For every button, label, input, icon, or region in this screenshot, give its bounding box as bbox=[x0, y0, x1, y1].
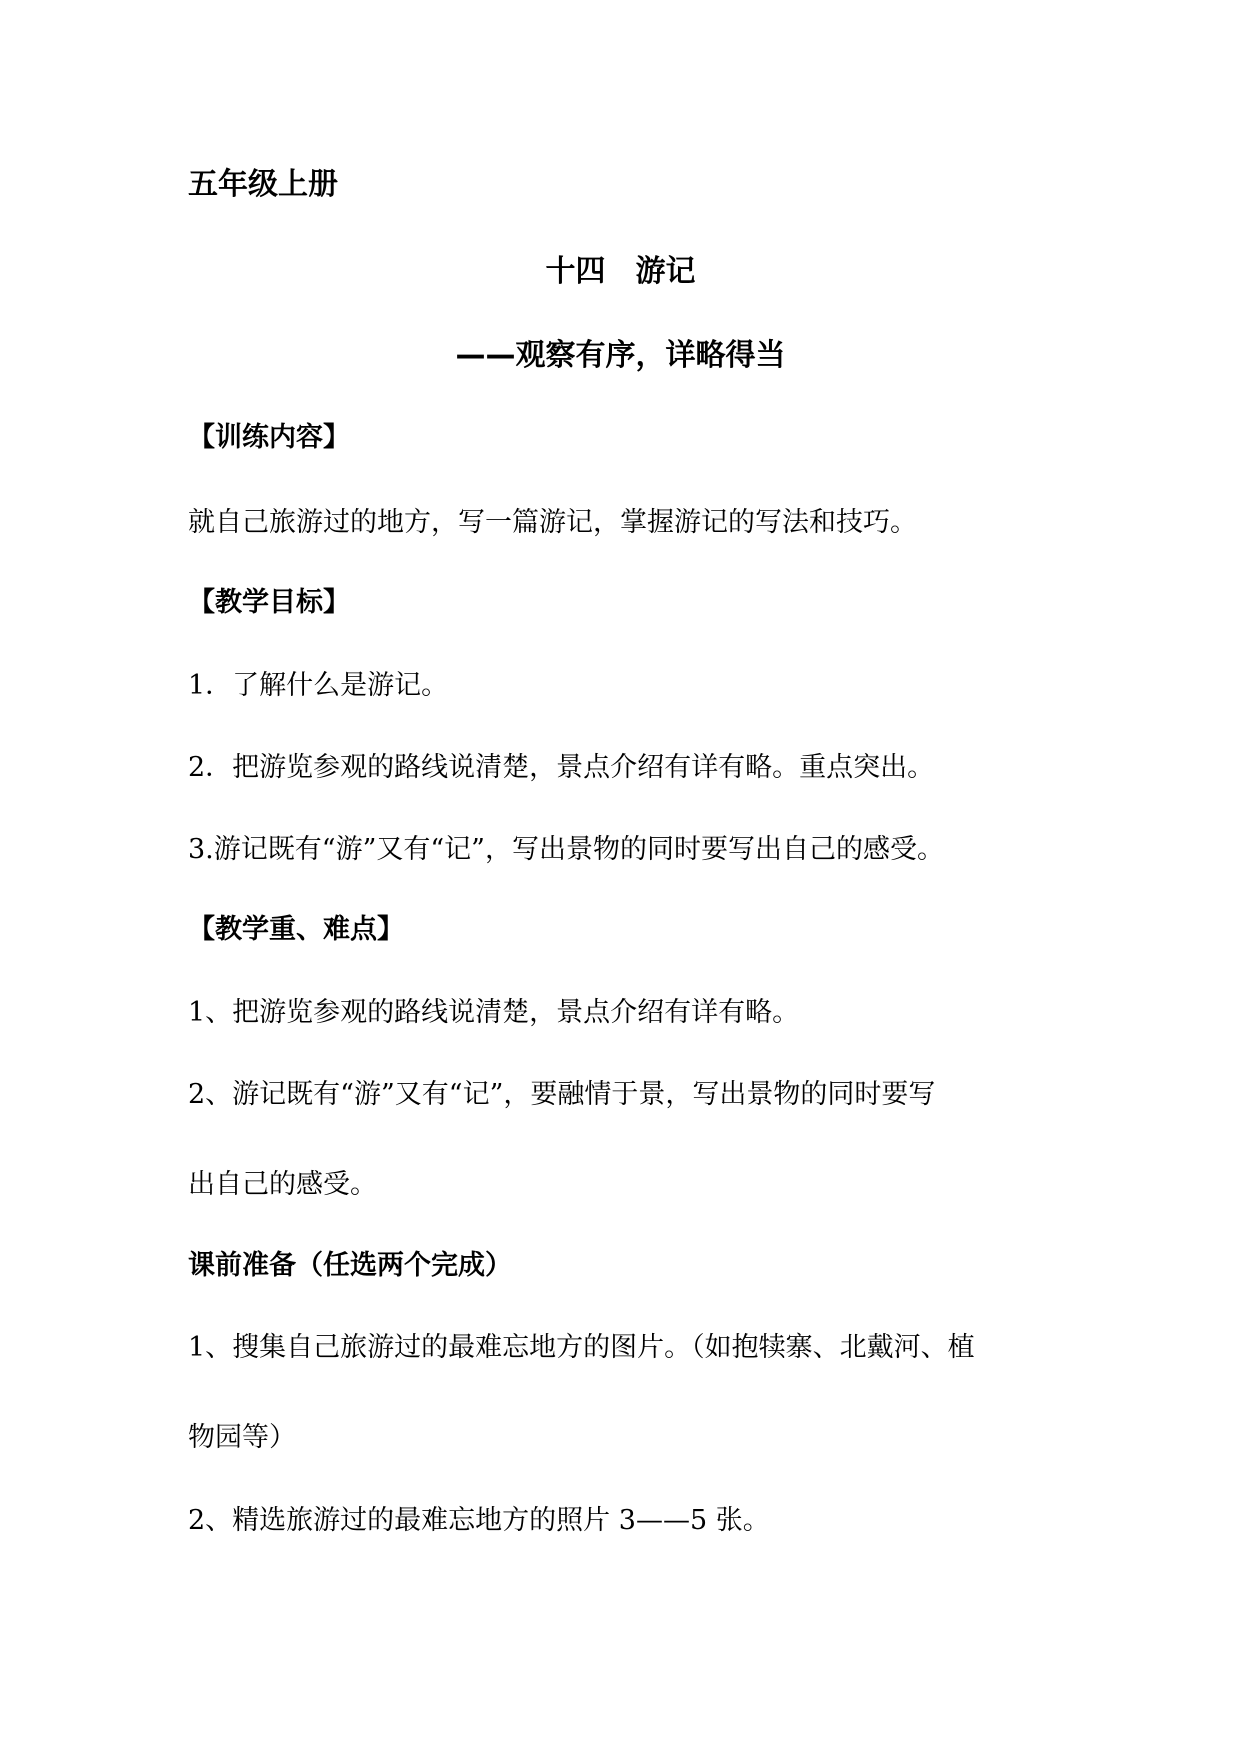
goal-item: 3.游记既有“游”又有“记”，写出景物的同时要写出自己的感受。 bbox=[188, 834, 944, 865]
key-point-item: 2、游记既有“游”又有“记”，要融情于景，写出景物的同时要写 bbox=[188, 1079, 936, 1110]
lesson-subtitle: ——观察有序，详略得当 bbox=[455, 338, 786, 373]
grade-label: 五年级上册 bbox=[188, 167, 338, 202]
goals-heading: 【教学目标】 bbox=[188, 587, 350, 618]
training-heading: 【训练内容】 bbox=[188, 422, 350, 453]
goal-item: 2．把游览参观的路线说清楚，景点介绍有详有略。重点突出。 bbox=[188, 752, 935, 783]
lesson-title bbox=[0, 252, 1241, 292]
key-point-item: 1、把游览参观的路线说清楚，景点介绍有详有略。 bbox=[188, 997, 800, 1028]
preparation-heading: 课前准备（任选两个完成） bbox=[188, 1250, 512, 1281]
key-points-heading: 【教学重、难点】 bbox=[188, 914, 404, 945]
preparation-item: 1、搜集自己旅游过的最难忘地方的图片。（如抱犊寨、北戴河、植 bbox=[188, 1332, 975, 1363]
lesson-number: 十四 bbox=[545, 254, 606, 289]
key-point-item-continuation: 出自己的感受。 bbox=[188, 1169, 377, 1200]
preparation-item-continuation: 物园等） bbox=[188, 1422, 296, 1453]
preparation-item: 2、精选旅游过的最难忘地方的照片 3——5 张。 bbox=[188, 1505, 770, 1536]
lesson-name: 游记 bbox=[635, 254, 696, 289]
training-text: 就自己旅游过的地方，写一篇游记，掌握游记的写法和技巧。 bbox=[188, 507, 917, 538]
goal-item: 1．了解什么是游记。 bbox=[188, 670, 449, 701]
